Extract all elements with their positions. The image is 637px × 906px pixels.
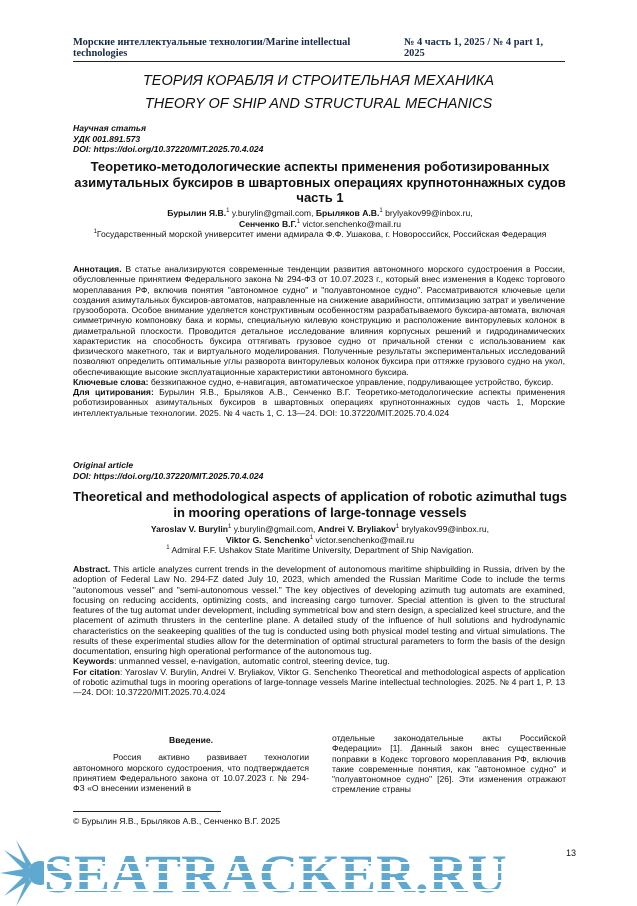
copyright-footnote: © Бурылин Я.В., Брыляков А.В., Сенченко В.Г. 2025 [73,816,281,826]
author-email[interactable]: brylyakov99@inbox.ru, [385,208,473,218]
author-email[interactable]: victor.senchenko@mail.ru [302,218,401,229]
article-title-ru: Теоретико-методологические аспекты применения роботизированных азимутальных буксиров в швартовных операциях крупнотоннажных судов часть 1 [74,159,566,205]
author-email[interactable]: victor.senchenko@mail.ru [315,534,415,545]
article-meta-en [73,460,263,481]
affiliation-mark: 1 [309,534,314,541]
citation-label: Для цитирования: [73,387,154,397]
page-number: 13 [566,848,577,858]
abstract-ru [73,264,565,418]
affiliation-mark: 1 [228,524,232,530]
abstract-text: В статье анализируются современные тенденции развития автономного морского судостроения в России, обусловленные принятием Федерального закона № 294-ФЗ от 10.07.2023 г., который внес изменения в Кодекс торгового мореплавания РФ, включив понятия "автономное судно" и "полуавтономное судно". Рассматриваются ключевые цели создания азимутальных буксиров-автоматов, направленные на снижение аварийности, оптимизацию затрат и увеличение грузооборота. Особое внимание уделяется конструктивным особенностям разрабатываемого буксира-автомата, включая симметричную компоновку бака и кормы, специальную килевую конструкцию и расположение винторулевых колонок в диаметральной плоскости. Проводится детальное исследование влияния корпусных решений и гидродинамических характеристик на способность буксира оттягивать грузовое судно от причальной стенки с использованием как физического макетного, так и виртуального моделирования. Полученные результаты экспериментальных исследований позволяют определить оптимальные углы разворота винторулевых колонок буксира при оттяжке грузового судно на укол, обеспечивающие высокие эксплуатационные характеристики автономного буксира. [73,264,566,377]
author-name: Бурылин Я.В. [167,208,227,218]
author-email[interactable]: y.burylin@gmail.com, [231,208,314,218]
affiliation: Admiral F.F. Ushakov State Maritime University, Department of Ship Navigation. [171,545,474,556]
article-meta-ru [73,123,263,155]
running-header [73,37,565,62]
author-name: Yaroslav V. Burylin [150,524,228,534]
author-name: Viktor G. Senchenko [225,534,310,545]
abstract-en [73,564,565,697]
issue-info: № 4 часть 1, 2025 / № 4 part 1, 2025 [403,37,544,59]
doi-link[interactable]: DOI: https://doi.org/10.37220/MIT.2025.70.4.024 [73,470,264,481]
udc: УДК 001.891.573 [73,133,141,144]
authors-ru [70,208,570,240]
citation-text: Бурылин Я.В., Брыляков А.В., Сенченко В.Г. Теоретико-методологические аспекты применения роботизированных азимутальных буксиров в швартовных операциях крупнотоннажных судов часть 1, Морские интеллектуальные технологии. 2025. № 4 часть 1, С. 13—24. DOI: 10.37220/MIT.2025.70.4.024 [73,387,565,418]
article-title-en: Theoretical and methodological aspects of application of robotic azimuthal tugs in mooring operations of large-tonnage vessels [72,489,568,520]
footnote-divider [73,811,221,812]
authors-en [70,524,570,556]
doi-link[interactable]: DOI: https://doi.org/10.37220/MIT.2025.70.4.024 [73,144,264,154]
keywords-label: Ключевые слова: [73,376,149,387]
affiliation-mark: 1 [379,208,383,214]
abstract-label: Abstract. [73,564,111,574]
citation-label: For citation [73,666,121,677]
author-name: Сенченко В.Г. [238,218,297,229]
author-name: Брыляков А.В. [315,208,380,218]
abstract-label: Аннотация. [73,264,122,274]
author-email[interactable]: brylyakov99@inbox.ru, [401,524,490,534]
keywords-label: Keywords [73,656,115,667]
author-name: Andrei V. Bryliakov [317,524,396,534]
affiliation-mark: 1 [166,545,170,552]
body-column-left [73,735,309,793]
affiliation-mark: 1 [226,208,230,214]
journal-name: Морские интеллектуальные технологии/Marine intellectual technologies [73,37,351,59]
author-email[interactable]: y.burylin@gmail.com, [233,524,316,534]
section-title-en: THEORY OF SHIP AND STRUCTURAL MECHANICS [144,96,493,112]
citation-text: : Yaroslav V. Burylin, Andrei V. Bryliakov, Viktor G. Senchenko Theoretical and methodological aspects of application of robotic azimuthal tugs in mooring operations of large-tonnage vessels Marine intellectual technologies. 2025. № 4 part 1, P. 13—24. DOI: 10.37220/MIT.2025.70.4.024 [73,666,565,697]
affiliation: Государственный морской университет имени адмирала Ф.Ф. Ушакова, г. Новороссийск, Российская Федерация [96,229,547,240]
body-text: Россия активно развивает технологии автономного морского судостроения, что подтверждается принятием Федерального закона от 10.07.2023 г. № 294-ФЗ «О внесении изменений в [73,752,309,794]
section-title-ru: ТЕОРИЯ КОРАБЛЯ И СТРОИТЕЛЬНАЯ МЕХАНИКА [142,73,495,89]
watermark [0,836,560,906]
watermark-text: SEATRACKER.RU [44,844,507,904]
article-type: Original article [73,460,134,470]
article-type: Научная статья [73,123,147,133]
abstract-text: This article analyzes current trends in the development of autonomous maritime shipbuilding in Russia, driven by the adoption of Federal Law No. 294-FZ dated July 10, 2023, which amended the Russian Maritime Code to include the terms "autonomous vessel" and "semi-autonomous vessel." The key objectives of developing azimuth tug automats are examined, focusing on reducing accidents, optimizing costs, and increasing cargo turnover. Special attention is given to the structural features of the tug automat under development, including symmetrical bow and stern design, a specialized keel structure, and the placement of azimuth thrusters in the centerline plane. A detailed study of the influence of hull solutions and hydrodynamic characteristics on the seakeeping qualities of the tug is conducted using both physical model testing and virtual simulations. The results of these experimental studies allow for the determination of optimal structural parameters to form the basis of the design documentation, ensuring high operational performance of the autonomous tug. [73,564,566,656]
body-column-right: отдельные законодательные акты Российской Федерации» [1]. Данный закон внес существенные поправки в Кодекс торгового мореплавания РФ, включив такие современные понятия, как "автономное судно" и "полуавтономное судно" [26]. Эти изменения отражают стремление страны [332,733,566,795]
keywords-text: беззкипажное судно, е-навигация, автоматическое управление, подруливающее устройство, буксир. [150,376,554,387]
keywords-text: : unmanned vessel, e-navigation, automatic control, steering device, tug. [114,656,390,667]
intro-heading: Введение. [168,735,214,745]
affiliation-mark: 1 [296,218,301,225]
affiliation-mark: 1 [93,229,97,236]
sun-icon [0,840,44,906]
affiliation-mark: 1 [395,524,400,530]
